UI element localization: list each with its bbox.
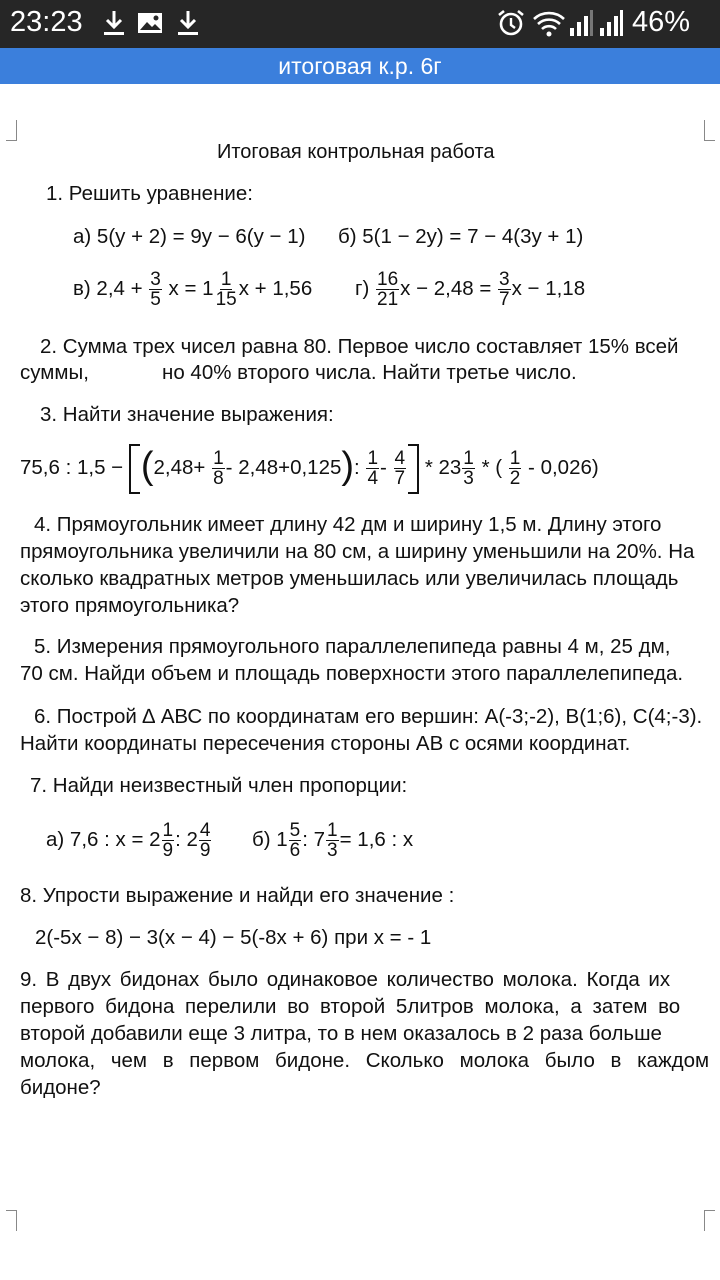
signal-icon — [598, 8, 624, 38]
q2-line: суммы, — [20, 361, 89, 384]
download-icon — [174, 8, 202, 38]
q8-title: 8. Упрости выражение и найди его значение : — [20, 884, 455, 907]
q5-line: 5. Измерения прямоугольного параллелепипеда равны 4 м, 25 дм, — [34, 635, 671, 658]
q1-equation-d: г) $\frac{16}{21}$ х − 2,48 = $\frac{3}{7}$ х − 1,18 — [355, 269, 586, 311]
page-corner-mark — [704, 1210, 715, 1231]
q4-line: этого прямоугольника? — [20, 594, 240, 617]
q4-line: прямоугольника увеличили на 80 см, а ширину уменьшили на 20%. На — [20, 540, 695, 563]
image-icon — [136, 8, 164, 38]
document-title: итоговая к.р. 6г — [278, 53, 442, 79]
q6-line: 6. Построй ∆ АВС по координатам его вершин: А(-3;-2), В(1;6), С(4;-3). — [34, 705, 703, 728]
q9-line: бидоне? — [20, 1076, 101, 1099]
q4-line: 4. Прямоугольник имеет длину 42 дм и ширину 1,5 м. Длину этого — [34, 513, 662, 536]
right-bracket — [408, 444, 419, 494]
status-time: 23:23 — [10, 6, 83, 38]
battery-level: 46% — [632, 6, 691, 38]
q1-equation-a: а) 5(у + 2) = 9у − 6(у − 1) — [73, 225, 306, 248]
q1-title: 1. Решить уравнение: — [46, 182, 253, 205]
page-corner-mark — [704, 120, 715, 141]
q7-title: 7. Найди неизвестный член пропорции: — [30, 774, 408, 797]
page-corner-mark — [6, 1210, 17, 1231]
q4-line: сколько квадратных метров уменьшилась или увеличилась площадь — [20, 567, 679, 590]
q2-line: но 40% второго числа. Найти третье число. — [162, 361, 577, 384]
q9-line: первого бидона перелили во второй 5литров молока, а затем во — [20, 995, 681, 1018]
q5-line: 70 см. Найди объем и площадь поверхности этого параллелепипеда. — [20, 662, 684, 685]
page-corner-mark — [6, 120, 17, 141]
q9-line: 9. В двух бидонах было одинаковое количество молока. Когда их — [20, 968, 671, 991]
q9-line: молока, чем в первом бидоне. Сколько молока было в каждом — [20, 1049, 710, 1072]
signal-icon — [568, 8, 594, 38]
q8-expression: 2(-5х − 8) − 3(х − 4) − 5(-8х + 6) при х = - 1 — [35, 926, 432, 949]
q3-title: 3. Найти значение выражения: — [40, 403, 334, 426]
q9-line: второй добавили еще 3 литра, то в нем оказалось в 2 раза больше — [20, 1022, 662, 1045]
q6-line: Найти координаты пересечения стороны АВ с осями координат. — [20, 732, 631, 755]
q7-proportion-b: б) 1 $\frac{5}{6}$ : 7 $\frac{1}{3}$ = 1,6 : х — [252, 820, 414, 862]
alarm-icon — [496, 8, 526, 38]
q1-equation-c: в) 2,4 + $\frac{3}{5}$ х = 1 $\frac{1}{15}$ х + 1,56 — [73, 269, 313, 311]
q7-proportion-a: а) 7,6 : х = 2 $\frac{1}{9}$ : 2 $\frac{4}{9}$ — [46, 820, 211, 862]
wifi-icon — [532, 8, 566, 38]
page-heading: Итоговая контрольная работа — [217, 141, 495, 163]
q3-expression: 75,6 : 1,5 − (2,48+ $\frac{1}{8}$ - 2,48+0,125): $\frac{1}{4}$ - $\frac{4}{7}$ * 23 $\frac{1}{3}$ * ( $\frac{1}{2}$ - 0,026) — [20, 442, 599, 494]
q2-line: 2. Сумма трех чисел равна 80. Первое число составляет 15% всей — [40, 335, 679, 358]
download-icon — [100, 8, 128, 38]
status-bar — [0, 0, 720, 48]
document-page[interactable] — [0, 84, 720, 1280]
left-bracket — [129, 444, 140, 494]
q1-equation-b: б) 5(1 − 2у) = 7 − 4(3у + 1) — [338, 225, 584, 248]
app-bar — [0, 48, 720, 84]
